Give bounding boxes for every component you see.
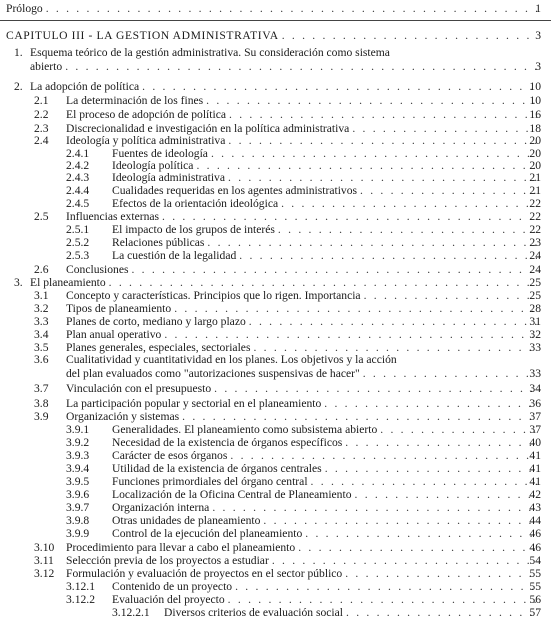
toc-entry-title: Organización interna xyxy=(112,501,210,514)
toc-entry xyxy=(0,423,551,436)
dot-leader xyxy=(364,289,537,302)
dot-leader xyxy=(206,94,537,107)
toc-entry-number: 3.9.1 xyxy=(66,423,90,436)
toc-entry-page: 55 xyxy=(529,567,541,580)
toc-entry xyxy=(0,134,551,147)
dot-leader xyxy=(162,210,537,223)
dot-leader xyxy=(263,514,537,527)
dot-leader xyxy=(360,184,537,197)
toc-entry-page: 44 xyxy=(529,514,541,527)
toc-entry-page: 25 xyxy=(529,289,541,302)
toc-entry-page: 46 xyxy=(529,541,541,554)
toc-entry-title: Planes generales, especiales, sectoriales xyxy=(66,341,251,354)
toc-entry-title: Otras unidades de planeamiento xyxy=(112,514,261,527)
toc-entry-number: 2.4.4 xyxy=(66,184,90,197)
toc-entry-number: 3.1 xyxy=(34,289,49,302)
dot-leader xyxy=(278,223,537,236)
toc-entry-page: 20 xyxy=(529,159,541,172)
toc-entry-title: Prólogo xyxy=(6,2,43,15)
dot-leader xyxy=(346,606,537,619)
toc-entry-title: Utilidad de la existencia de órganos centrales xyxy=(112,462,322,475)
toc-entry-3-6-line2 xyxy=(0,367,551,380)
dot-leader xyxy=(298,541,537,554)
dot-leader xyxy=(142,80,537,93)
toc-entry-title: La adopción de política xyxy=(30,80,140,93)
toc-entry xyxy=(0,263,551,276)
toc-entry-page: 57 xyxy=(529,606,541,619)
toc-entry-number: 3.9.6 xyxy=(66,488,90,501)
dot-leader xyxy=(228,134,537,147)
toc-entry-page: 20 xyxy=(529,134,541,147)
toc-entry-number: 2.3 xyxy=(34,122,49,135)
dot-leader xyxy=(235,580,537,593)
toc-entry-page: 21 xyxy=(529,184,541,197)
dot-leader xyxy=(46,2,537,15)
dot-leader xyxy=(249,315,537,328)
toc-entry-title: Vinculación con el presupuesto xyxy=(66,382,212,395)
toc-entry-number: 3.9.7 xyxy=(66,501,90,514)
chapter-heading xyxy=(0,29,551,42)
toc-entry-title: Plan anual operativo xyxy=(66,328,162,341)
dot-leader xyxy=(228,171,537,184)
toc-entry-number: 3.4 xyxy=(34,328,49,341)
dot-leader xyxy=(229,108,537,121)
dot-leader xyxy=(325,462,537,475)
toc-entry-title: La cuestión de la legalidad xyxy=(112,249,237,262)
toc-entry-number: 3.8 xyxy=(34,397,49,410)
toc-entry-number: 2.5 xyxy=(34,210,49,223)
toc-entry xyxy=(0,606,551,619)
dot-leader xyxy=(272,554,537,567)
toc-entry-number: 3.6 xyxy=(34,353,49,366)
chapter-page: 3 xyxy=(535,29,541,42)
toc-entry xyxy=(0,328,551,341)
dot-leader xyxy=(207,236,537,249)
toc-entry-page: 22 xyxy=(529,197,541,210)
toc-entry-number: 3.9.4 xyxy=(66,462,90,475)
toc-entry xyxy=(0,94,551,107)
toc-entry xyxy=(0,436,551,449)
toc-entry-page: 36 xyxy=(529,397,541,410)
toc-entry-title: Concepto y características. Principios que lo rigen. Importancia xyxy=(66,289,361,302)
toc-entry-page: 31 xyxy=(529,315,541,328)
toc-entry-number: 3.9.3 xyxy=(66,449,90,462)
toc-entry-title-continued: del plan evaluados como "autorizaciones suspensivas de hacer" xyxy=(66,367,360,380)
toc-entry-title: Selección previa de los proyectos a estudiar xyxy=(66,554,269,567)
toc-entry-title: Conclusiones xyxy=(66,263,129,276)
toc-entry-page: 41 xyxy=(529,449,541,462)
dot-leader xyxy=(230,449,537,462)
toc-entry xyxy=(0,223,551,236)
dot-leader xyxy=(281,197,537,210)
toc-entry xyxy=(0,210,551,223)
toc-entry-number: 2.2 xyxy=(34,108,49,121)
dot-leader xyxy=(363,367,537,380)
dot-leader xyxy=(164,328,537,341)
toc-entry-1-line2 xyxy=(0,60,551,73)
toc-entry-prologue xyxy=(0,2,551,15)
toc-entry xyxy=(0,302,551,315)
toc-entry-number: 3.12 xyxy=(34,567,55,580)
toc-entry xyxy=(0,397,551,410)
toc-entry-page: 34 xyxy=(529,382,541,395)
toc-entry-title: Planes de corto, mediano y largo plazo xyxy=(66,315,246,328)
toc-entry-title: Procedimiento para llevar a cabo el planeamiento xyxy=(66,541,296,554)
toc-entry-title: Ideología política xyxy=(112,159,194,172)
toc-entry-number: 3. xyxy=(14,276,23,289)
toc-entry-number: 2.4.5 xyxy=(66,197,90,210)
toc-entry-page: 54 xyxy=(529,554,541,567)
dot-leader xyxy=(174,302,537,315)
toc-entry-title: Necesidad de la existencia de órganos específicos xyxy=(112,436,343,449)
toc-entry-number: 3.9.9 xyxy=(66,527,90,540)
toc-entry xyxy=(0,593,551,606)
toc-entry-number: 2.4 xyxy=(34,134,49,147)
toc-entry-title: La participación popular y sectorial en el planeamiento xyxy=(66,397,322,410)
toc-entry xyxy=(0,289,551,302)
toc-entry-page: 20 xyxy=(529,147,541,160)
toc-entry-number: 3.5 xyxy=(34,341,49,354)
toc-entry-number: 3.9 xyxy=(34,410,49,423)
toc-entry-number: 2.5.2 xyxy=(66,236,90,249)
toc-entry-title: Cualitatividad y cuantitatividad en los planes. Los objetivos y la acción xyxy=(66,353,397,366)
toc-entry-page: 33 xyxy=(529,367,541,380)
toc-entry-title: Discrecionalidad e investigación en la política administrativa xyxy=(66,122,350,135)
toc-entry-page: 24 xyxy=(529,263,541,276)
toc-entry xyxy=(0,554,551,567)
dot-leader xyxy=(355,488,537,501)
toc-entry-number: 3.9.5 xyxy=(66,475,90,488)
toc-entry-page: 28 xyxy=(529,302,541,315)
chapter-title: CAPITULO III - LA GESTION ADMINISTRATIVA xyxy=(6,29,279,42)
dot-leader xyxy=(282,29,537,42)
toc-entry xyxy=(0,541,551,554)
toc-entry-page: 56 xyxy=(529,593,541,606)
toc-entry-title: Formulación y evaluación de proyectos en el sector público xyxy=(66,567,343,580)
toc-entry xyxy=(0,462,551,475)
dot-leader xyxy=(305,527,537,540)
toc-entry-title: Fuentes de ideología xyxy=(112,147,208,160)
toc-entry-page: 37 xyxy=(529,423,541,436)
dot-leader xyxy=(345,567,537,580)
dot-leader xyxy=(131,263,537,276)
toc-entry xyxy=(0,236,551,249)
toc-entry-page: 40 xyxy=(529,436,541,449)
toc-entry-page: 10 xyxy=(529,94,541,107)
dot-leader xyxy=(239,249,537,262)
toc-entry-page: 33 xyxy=(529,341,541,354)
toc-entry-page: 37 xyxy=(529,410,541,423)
toc-entry-page: 43 xyxy=(529,501,541,514)
toc-entry-title: El proceso de adopción de política xyxy=(66,108,227,121)
toc-entry-title: Evaluación del proyecto xyxy=(112,593,225,606)
dot-leader xyxy=(214,382,537,395)
toc-entry xyxy=(0,184,551,197)
toc-entry-number: 2.5.1 xyxy=(66,223,90,236)
toc-entry-title: Carácter de esos órganos xyxy=(112,449,228,462)
toc-entry-number: 2.4.2 xyxy=(66,159,90,172)
toc-entry-page: 24 xyxy=(529,249,541,262)
toc-entry-title-continued: abierto xyxy=(30,60,63,73)
toc-entry-title: Ideología y política administrativa xyxy=(66,134,226,147)
toc-entry xyxy=(0,580,551,593)
toc-entry-page: 16 xyxy=(529,108,541,121)
toc-entry xyxy=(0,382,551,395)
toc-entry-number: 2.6 xyxy=(34,263,49,276)
toc-entry-page: 42 xyxy=(529,488,541,501)
toc-entry-number: 1. xyxy=(14,46,23,59)
toc-entry-title: Organización y sistemas xyxy=(66,410,180,423)
toc-entry-page: 55 xyxy=(529,580,541,593)
toc-entry-title: Efectos de la orientación ideológica xyxy=(112,197,279,210)
dot-leader xyxy=(109,276,537,289)
toc-entry xyxy=(0,501,551,514)
dot-leader xyxy=(324,397,537,410)
toc-entry-page: 21 xyxy=(529,171,541,184)
toc-entry-page: 23 xyxy=(529,236,541,249)
toc-entry xyxy=(0,249,551,262)
toc-entry-page: 41 xyxy=(529,475,541,488)
toc-entry-title: Localización de la Oficina Central de Planeamiento xyxy=(112,488,352,501)
toc-entry-title: El planeamiento xyxy=(30,276,106,289)
toc-entry-page: 25 xyxy=(529,276,541,289)
dot-leader xyxy=(345,436,537,449)
toc-entry-title: Esquema teórico de la gestión administrativa. Su consideración como sistema xyxy=(30,46,390,59)
toc-entry-title: Funciones primordiales del órgano central xyxy=(112,475,308,488)
toc-entry-number: 2.4.1 xyxy=(66,147,90,160)
toc-entry-number: 2. xyxy=(14,80,23,93)
toc-entry-title: La determinación de los fines xyxy=(66,94,204,107)
toc-entry-number: 3.12.2 xyxy=(66,593,95,606)
dot-leader xyxy=(380,423,537,436)
toc-entry-title: Influencias externas xyxy=(66,210,160,223)
toc-entry-page: 22 xyxy=(529,210,541,223)
toc-entry-page: 46 xyxy=(529,527,541,540)
toc-entry-number: 2.1 xyxy=(34,94,49,107)
toc-entry-title: Diversos criterios de evaluación social xyxy=(164,606,343,619)
toc-entry-1-line1 xyxy=(0,46,551,59)
toc-entry-number: 3.12.1 xyxy=(66,580,95,593)
toc-entry-number: 3.9.8 xyxy=(66,514,90,527)
toc-entry xyxy=(0,171,551,184)
dot-leader xyxy=(212,501,537,514)
toc-entry-number: 3.3 xyxy=(34,315,49,328)
dot-leader xyxy=(311,475,537,488)
toc-entry xyxy=(0,475,551,488)
toc-entry-title: Ideología administrativa xyxy=(112,171,226,184)
dot-leader xyxy=(182,410,537,423)
toc-entry-page: 3 xyxy=(535,60,541,73)
toc-entry-number: 3.7 xyxy=(34,382,49,395)
toc-entry-title: Tipos de planeamiento xyxy=(66,302,172,315)
toc-entry-title: Cualidades requeridas en los agentes administrativos xyxy=(112,184,358,197)
toc-entry xyxy=(0,449,551,462)
toc-entry xyxy=(0,514,551,527)
toc-entry xyxy=(0,80,551,93)
toc-entry xyxy=(0,276,551,289)
separator-rule xyxy=(0,20,551,21)
toc-entry xyxy=(0,527,551,540)
toc-entry-page: 41 xyxy=(529,462,541,475)
toc-entry-number: 3.10 xyxy=(34,541,55,554)
dot-leader xyxy=(65,60,537,73)
toc-entry xyxy=(0,410,551,423)
toc-entry xyxy=(0,197,551,210)
toc-entry-page: 32 xyxy=(529,328,541,341)
toc-entry-number: 3.12.2.1 xyxy=(112,606,150,619)
toc-entry-number: 2.4.3 xyxy=(66,171,90,184)
toc-entry-number: 3.11 xyxy=(34,554,54,567)
toc-entry-page: 22 xyxy=(529,223,541,236)
toc-entry-3-6-line1 xyxy=(0,353,551,366)
toc-entry-number: 2.5.3 xyxy=(66,249,90,262)
toc-entry-number: 3.2 xyxy=(34,302,49,315)
toc-entry-title: Relaciones públicas xyxy=(112,236,205,249)
toc-entry-page: 1 xyxy=(535,2,541,15)
toc-entry xyxy=(0,315,551,328)
toc-entry-page: 10 xyxy=(529,80,541,93)
toc-entry-title: Generalidades. El planeamiento como subsistema abierto xyxy=(112,423,378,436)
toc-entry xyxy=(0,488,551,501)
toc-entry-number: 3.9.2 xyxy=(66,436,90,449)
toc-entry-page: 18 xyxy=(529,122,541,135)
toc-entry-title: El impacto de los grupos de interés xyxy=(112,223,275,236)
toc-entry-title: Contenido de un proyecto xyxy=(112,580,233,593)
toc-entry xyxy=(0,567,551,580)
toc-entry-title: Control de la ejecución del planeamiento xyxy=(112,527,303,540)
toc-entry xyxy=(0,108,551,121)
dot-leader xyxy=(228,593,537,606)
